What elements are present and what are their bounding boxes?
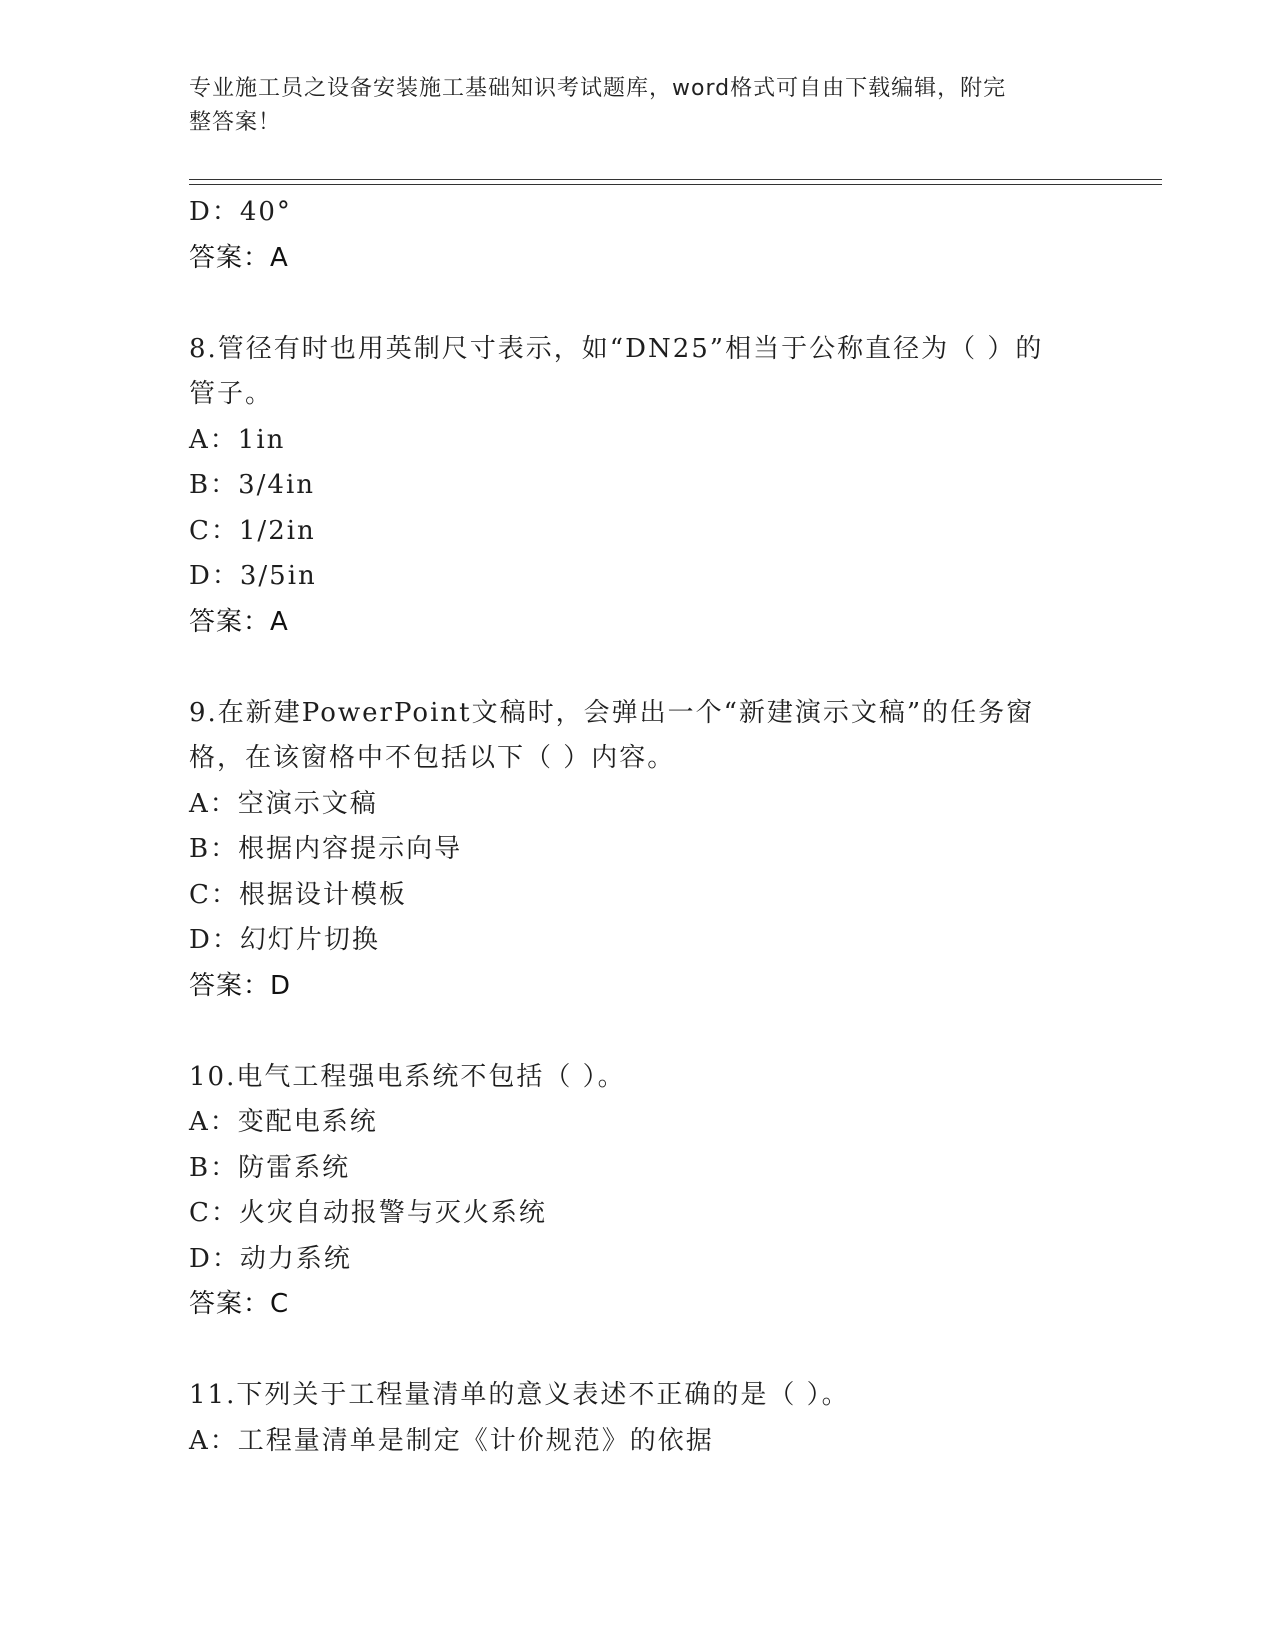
option-c: C：1/2in xyxy=(189,515,316,546)
option-b: B：根据内容提示向导 xyxy=(189,834,463,864)
option-b: B：防雷系统 xyxy=(189,1152,351,1183)
question-8 xyxy=(189,327,1089,646)
question-stem: 8.管径有时也用英制尺寸表示，如“DN25”相当于公称直径为（ ）的 xyxy=(189,333,1044,364)
question-stem: 11.下列关于工程量清单的意义表述不正确的是（ ）。 xyxy=(189,1380,850,1410)
answer-line: 答案：A xyxy=(189,242,289,273)
header-line-2: 整答案！ xyxy=(189,110,282,135)
question-11 xyxy=(189,1373,1089,1464)
option-c: C：根据设计模板 xyxy=(189,879,407,910)
answer-line: 答案：D xyxy=(189,970,292,1001)
option-b: B：3/4in xyxy=(189,470,316,500)
option-a: A：变配电系统 xyxy=(189,1107,378,1137)
question-9 xyxy=(189,691,1089,1010)
option-d: D：3/5in xyxy=(189,561,317,591)
option-d: D：动力系统 xyxy=(189,1243,352,1274)
document-header xyxy=(189,72,1089,140)
question-10 xyxy=(189,1055,1089,1328)
option-a: A：1in xyxy=(189,424,286,455)
header-divider-bottom xyxy=(189,184,1162,185)
header-line-1: 专业施工员之设备安装施工基础知识考试题库，word格式可自由下载编辑，附完 xyxy=(189,76,1007,101)
question-stem-continued: 管子。 xyxy=(189,379,274,409)
option-c: C：火灾自动报警与灭火系统 xyxy=(189,1198,547,1228)
spacer xyxy=(189,645,1089,691)
option-d: D：幻灯片切换 xyxy=(189,925,380,955)
question-stem-continued: 格，在该窗格中不包括以下（ ）内容。 xyxy=(189,743,676,773)
answer-line: 答案：A xyxy=(189,606,289,637)
question-list xyxy=(189,190,1089,1464)
spacer xyxy=(189,281,1089,327)
question-stem: 10.电气工程强电系统不包括（ ）。 xyxy=(189,1061,626,1092)
spacer xyxy=(189,1328,1089,1374)
answer-line: 答案：C xyxy=(189,1289,290,1319)
spacer xyxy=(189,1009,1089,1055)
option-a: A：工程量清单是制定《计价规范》的依据 xyxy=(189,1425,714,1456)
header-divider-top xyxy=(189,179,1162,180)
question-stem: 9.在新建PowerPoint文稿时，会弹出一个“新建演示文稿”的任务窗 xyxy=(189,697,1035,728)
option-a: A：空演示文稿 xyxy=(189,788,378,819)
option-d: D：40° xyxy=(189,197,292,227)
